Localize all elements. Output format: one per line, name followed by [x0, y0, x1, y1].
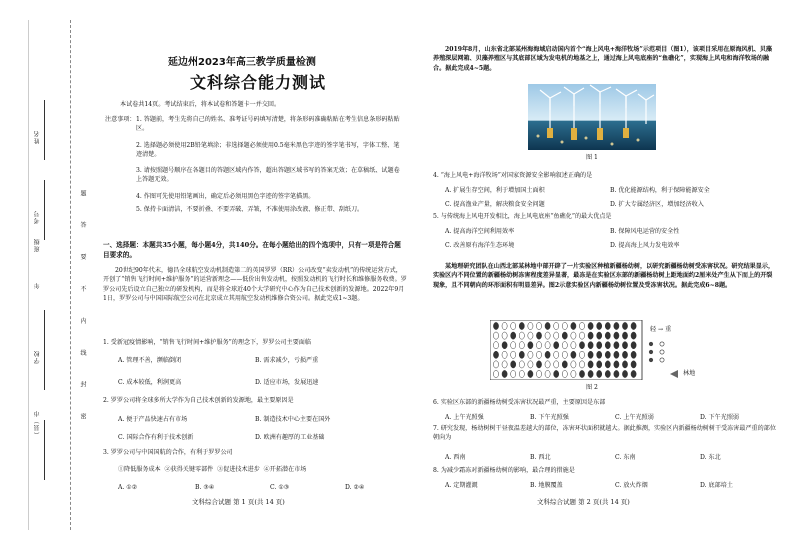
tree-marker: [588, 361, 593, 368]
tree-marker: [579, 361, 584, 368]
tree-marker: [605, 342, 610, 349]
tree-marker: [605, 332, 610, 339]
tree-marker: [579, 322, 584, 329]
tree-marker: [545, 361, 550, 368]
tree-marker: [493, 361, 498, 368]
tree-marker: [571, 342, 576, 349]
note-5: 5. 保持卡面清洁，不要折叠、不要弄破、弄皱，不准使用涂改液、修正带、刮纸刀。: [136, 206, 364, 213]
question-3: 3. 罗罗公司与中国国航的合作，有利于罗罗公司: [103, 449, 233, 456]
field-exam-no: 考号: [34, 210, 41, 224]
tree-marker: [579, 370, 584, 377]
tree-marker: [622, 351, 627, 358]
page-1: [100, 0, 420, 550]
note-1: 1. 答题前，考生先将自己的姓名、准考证号码填写清楚，将条形码准确粘贴在考生信息条形码粘贴区。: [136, 116, 400, 133]
q8-option-c[interactable]: C. 放火炸烟: [615, 482, 648, 489]
q2-option-a[interactable]: A. 便于产品快速占有市场: [118, 416, 188, 423]
q8-option-b[interactable]: B. 地膜覆盖: [530, 482, 563, 489]
tree-marker: [511, 332, 516, 339]
tree-marker: [614, 351, 619, 358]
q3-statements: ①降低服务成本 ②获得关键零部件 ③促进技术进步 ④开拓潜在市场: [118, 466, 307, 473]
q4-option-d[interactable]: D. 扩大专属经济区，增加经济收入: [610, 201, 704, 208]
tree-marker: [597, 342, 602, 349]
tree-marker: [545, 322, 550, 329]
field-county-line: [44, 420, 45, 480]
q7-option-a[interactable]: A. 西南: [445, 454, 466, 461]
q7-option-d[interactable]: D. 东北: [700, 454, 721, 461]
figure-1-illustration: [528, 84, 656, 150]
q2-option-c[interactable]: C. 国际合作有利于技术创新: [118, 434, 194, 441]
section-heading: 一、选择题：本题共35小题，每小题4分，共140分。在每小题给出的四个选项中，只有一项是符合题目要求的。: [103, 241, 401, 260]
tree-marker: [536, 351, 541, 358]
tree-marker: [554, 351, 559, 358]
tree-marker: [519, 322, 524, 329]
q1-option-a[interactable]: A. 管理不善，濒临倒闭: [118, 357, 182, 364]
tree-marker: [502, 351, 507, 358]
q1-option-c[interactable]: C. 成本较低，利润更高: [118, 379, 182, 386]
tree-marker: [502, 342, 507, 349]
tree-marker: [511, 322, 516, 329]
q5-option-d[interactable]: D. 提高海上风力发电效率: [610, 242, 680, 249]
tree-marker: [588, 370, 593, 377]
question-7: 7. 研究发现，杨幼树树干昼夜温差越大的部位，冻害环状面积就越大。据此推测，实验区内新疆杨幼树树干受冻害最严重的部位朝向为: [433, 425, 776, 442]
tree-marker: [493, 370, 498, 377]
tree-marker: [622, 332, 627, 339]
tree-marker: [502, 370, 507, 377]
tree-marker: [528, 332, 533, 339]
q5-option-a[interactable]: A. 提高海洋空间利用效率: [445, 228, 515, 235]
q2-option-b[interactable]: B. 制造技术中心主要在国外: [255, 416, 331, 423]
question-8: 8. 为减少霜冻对新疆杨幼树的影响，最合理的措施是: [433, 467, 575, 474]
tree-marker: [554, 361, 559, 368]
tree-marker: [519, 332, 524, 339]
tree-marker: [562, 361, 567, 368]
tree-marker: [614, 322, 619, 329]
tree-marker: [554, 332, 559, 339]
tree-marker: [588, 342, 593, 349]
page-2: [425, 0, 785, 550]
question-6: 6. 实验区东部的新疆杨幼树受冻害状况最严重，主要原因是东部: [433, 399, 606, 406]
q3-option-b[interactable]: B. ③④: [195, 484, 215, 491]
note-3: 3. 请按照题号顺序在各题目的答题区域内作答，超出答题区域书写的答案无效；在草稿纸、试题卷上答题无效。: [136, 167, 400, 184]
tree-marker: [631, 351, 636, 358]
tree-marker: [579, 351, 584, 358]
tree-marker: [528, 322, 533, 329]
tree-marker: [536, 342, 541, 349]
tree-marker: [502, 332, 507, 339]
q3-option-c[interactable]: C. ①③: [270, 484, 290, 491]
tree-marker: [511, 342, 516, 349]
q4-option-b[interactable]: B. 优化能源结构，利于保障能源安全: [610, 187, 710, 194]
exam-intro: 本试卷共14页。考试结束后，将本试卷和答题卡一并交回。: [120, 101, 281, 108]
tree-marker: [631, 370, 636, 377]
passage-poplar: 某地理研究团队在山西北部某林地中部开辟了一片实验区种植新疆杨幼树，以研究新疆杨幼树受冻害状况。研究结果显示，实验区内不同位置的新疆杨幼树冻害程度差异显著，最冻是在实验区东部的新疆杨幼树上距地面约2厘米处产生从下而上的开裂现象，且不同朝向的环形面积有明显差异。图2示意实验区内新疆杨幼树位置及受冻害状况。据此完成6~8题。: [433, 263, 775, 289]
note-2: 2. 选择题必须使用2B铅笔填涂；非选择题必须使用0.5毫米黑色字迹的签字笔书写，字体工整、笔迹清楚。: [136, 142, 400, 159]
tree-marker: [493, 332, 498, 339]
q6-option-b[interactable]: B. 下午光照强: [530, 414, 569, 421]
tree-marker: [588, 322, 593, 329]
tree-marker: [614, 332, 619, 339]
tree-marker: [605, 322, 610, 329]
tree-marker: [562, 322, 567, 329]
question-1: 1. 受新冠疫情影响，“销售飞行时间+维护服务”的理念下，罗罗公司主要面临: [103, 339, 311, 346]
q5-option-c[interactable]: C. 改善原有海洋生态环境: [445, 242, 515, 249]
tree-marker: [631, 332, 636, 339]
tree-marker: [597, 370, 602, 377]
tree-marker: [614, 342, 619, 349]
tree-marker: [622, 322, 627, 329]
question-5: 5. 与传统海上风电开发相比，海上风电底座“鱼礁化”的最大优点是: [433, 213, 612, 220]
field-county: （县）市: [34, 410, 41, 438]
field-school-line: [44, 310, 45, 390]
tree-marker: [493, 351, 498, 358]
figure-2-legend-label: 林地: [683, 370, 696, 377]
tree-marker: [545, 351, 550, 358]
tree-marker: [493, 342, 498, 349]
note-4: 4. 作图可先使用铅笔画出，确定后必须用黑色字迹的签字笔描黑。: [136, 193, 315, 200]
tree-marker: [605, 370, 610, 377]
tree-marker: [571, 370, 576, 377]
tree-marker: [622, 370, 627, 377]
tree-marker: [554, 322, 559, 329]
tree-marker: [519, 342, 524, 349]
tree-marker: [502, 361, 507, 368]
seal-text: 题 答 要 不 内 线 封 密: [79, 190, 86, 432]
field-school: 学校: [34, 350, 41, 364]
field-name: 姓名: [34, 130, 41, 144]
q1-option-b[interactable]: B. 需求减少，亏损严重: [255, 357, 319, 364]
tree-marker: [571, 322, 576, 329]
q7-option-c[interactable]: C. 东南: [615, 454, 636, 461]
tree-marker: [588, 351, 593, 358]
tree-marker: [588, 332, 593, 339]
question-2: 2. 罗罗公司将全球多所大学作为自己技术创新的发源地，最主要原因是: [103, 397, 294, 404]
figure-1-caption: 图 1: [586, 154, 598, 161]
q4-option-a[interactable]: A. 扩展生存空间，利于增加国土面积: [445, 187, 545, 194]
field-year: 年: [34, 282, 41, 289]
field-exam-line: [44, 180, 45, 240]
field-class: 班级: [34, 238, 41, 252]
tree-marker: [597, 351, 602, 358]
field-name-line: [44, 100, 45, 160]
q8-option-a[interactable]: A. 定期灌溉: [445, 482, 478, 489]
q2-option-d[interactable]: D. 欧洲有趣厚的工业基础: [255, 434, 325, 441]
tree-marker: [511, 351, 516, 358]
tree-marker: [571, 351, 576, 358]
q8-option-d[interactable]: D. 底部培土: [700, 482, 733, 489]
tree-marker: [528, 351, 533, 358]
tree-marker: [536, 322, 541, 329]
tree-marker: [614, 361, 619, 368]
figure-2-legend-severity: 轻 → 重: [650, 326, 672, 333]
question-4: 4. “海上风电+海洋牧场”对国家资源安全影响叙述正确的是: [433, 172, 593, 179]
tree-marker: [631, 342, 636, 349]
tree-marker: [511, 370, 516, 377]
q5-option-b[interactable]: B. 保障风电运营的安全性: [610, 228, 680, 235]
q6-option-d[interactable]: D. 下午光照弱: [700, 414, 740, 421]
tree-marker: [631, 322, 636, 329]
tree-marker: [562, 342, 567, 349]
tree-marker: [597, 361, 602, 368]
page-2-footer: 文科综合试题 第 2 页(共 14 页): [537, 498, 630, 506]
passage-windfarm: 2019年8月，山东省北部某州海海域启动国内首个“海上风电+海洋牧场”示范项目（图1），该项目采用在原海风机、贝藻养殖深层网箱、贝藻养殖区与其底部区域为发电机的地基之上，通过海上风电底座的“鱼礁化”，实现海上风电和海洋牧场的融合。据此完成4~5题。: [433, 46, 773, 72]
tree-marker: [562, 351, 567, 358]
q7-option-b[interactable]: B. 西北: [530, 454, 551, 461]
tree-marker: [579, 332, 584, 339]
q3-option-a[interactable]: A. ①②: [118, 484, 138, 491]
exam-header: 延边州2023年高三教学质量检测: [168, 57, 316, 68]
tree-marker: [614, 370, 619, 377]
page-1-footer: 文科综合试题 第 1 页(共 14 页): [192, 498, 285, 506]
tree-marker: [622, 342, 627, 349]
tree-marker: [493, 322, 498, 329]
tree-marker: [554, 370, 559, 377]
tree-marker: [554, 342, 559, 349]
binding-margin: [0, 0, 98, 550]
figure-2-caption: 图 2: [586, 384, 598, 391]
q3-option-d[interactable]: D. ②④: [345, 484, 365, 491]
q1-option-d[interactable]: D. 适应市场，发展迅速: [255, 379, 319, 386]
q6-option-a[interactable]: A. 上午光照强: [445, 414, 484, 421]
tree-marker: [536, 370, 541, 377]
tree-marker: [528, 342, 533, 349]
tree-marker: [528, 370, 533, 377]
tree-marker: [597, 332, 602, 339]
tree-marker: [562, 332, 567, 339]
tree-marker: [519, 361, 524, 368]
notes-label: 注意事项：: [105, 116, 136, 123]
tree-marker: [536, 361, 541, 368]
exam-title: 文科综合能力测试: [190, 73, 327, 92]
tree-marker: [605, 351, 610, 358]
tree-marker: [528, 361, 533, 368]
tree-marker: [571, 361, 576, 368]
tree-marker: [536, 332, 541, 339]
tree-marker: [571, 332, 576, 339]
tree-marker: [545, 342, 550, 349]
tree-marker: [579, 342, 584, 349]
outer-line: [28, 20, 29, 530]
tree-marker: [597, 322, 602, 329]
q6-option-c[interactable]: C. 上午光照弱: [615, 414, 654, 421]
tree-marker: [519, 370, 524, 377]
tree-marker: [631, 361, 636, 368]
tree-marker: [502, 322, 507, 329]
tree-marker: [511, 361, 516, 368]
passage-1: 20世纪90年代末，德昌全球航空发动机制造第二的英国罗罗（RR）公司改变“卖发动机”的传统运营方式，开创了“销售飞行时间+维护服务”的运营新理念——低价出售发动机，按照发动机的飞行时长和维修服务收费。罗罗公司先后设立自己独立的研发机构，而是将全球近40个大学研究中心作为自己技术创新的发源地。2022年9月1日，罗罗公司与中国国际航空公司在北京成立其用航空发动机维修合资公司。据此完成1~3题。: [103, 267, 407, 303]
tree-marker: [562, 370, 567, 377]
tree-marker: [519, 351, 524, 358]
tree-marker: [605, 361, 610, 368]
seal-line: [70, 20, 71, 530]
q4-option-c[interactable]: C. 提高渔业产量，解决粮食安全问题: [445, 201, 545, 208]
tree-marker: [545, 370, 550, 377]
tree-marker: [545, 332, 550, 339]
tree-marker: [622, 361, 627, 368]
